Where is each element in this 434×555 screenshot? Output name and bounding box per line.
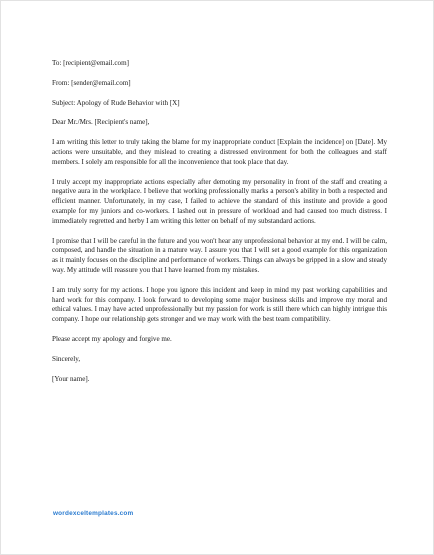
- letter-body: [52, 59, 387, 394]
- paragraph-3: I promise that I will be careful in the future and you won't hear any unprofessional behavior at my end. I will be calm, composed, and handle the situation in a mature way. I assure you that I will set a good example for this organization as it mainly focuses on the discipline and performance of workers. Things can always be gripped in a slow and steady way. My attitude will reassure you that I have learned from my mistakes.: [52, 236, 387, 274]
- closing: Sincerely,: [52, 354, 81, 363]
- subject-line: Subject: Apology of Rude Behavior with [X]: [52, 98, 180, 107]
- paragraph-5: Please accept my apology and forgive me.: [52, 334, 172, 343]
- to-line: To: [recipient@email.com]: [52, 59, 129, 67]
- paragraph-2: I truly accept my inappropriate actions especially after demoting my personality in front of the staff and creating a negative aura in the workplace. I believe that working professionally marks a person's ability in both a respected and efficient manner. Unfortunately, in my case, I failed to achieve the standard of this institute and provide a good example for my juniors and co-workers. I lashed out in pressure of workload and had caused too much distress. I immediately regretted and herby I am writing this letter on behalf of my substandard actions.: [52, 177, 387, 225]
- footer-site-link[interactable]: wordexceltemplates.com: [53, 510, 134, 517]
- paragraph-1: I am writing this letter to truly taking the blame for my inappropriate conduct [Explain the incidence] on [Date]. My actions were unsuitable, and they mislead to creating a distressed environment for both the colleagues and staff members. I solely am responsible for all the inconvenience that took place that day.: [52, 138, 387, 166]
- signature: [Your name].: [52, 374, 90, 383]
- salutation: Dear Mr./Mrs. [Recipient's name],: [52, 118, 150, 127]
- from-line: From: [sender@email.com]: [52, 78, 131, 87]
- paragraph-4: I am truly sorry for my actions. I hope you ignore this incident and keep in mind my past working capabilities and hard work for this company. I look forward to developing some major business skills and improve my moral and ethical values. I may have acted unprofessionally but my passion for work is still there which can highly intrigue this company. I hope our relationship gets stronger and we may work with the best team compatibility.: [52, 285, 387, 324]
